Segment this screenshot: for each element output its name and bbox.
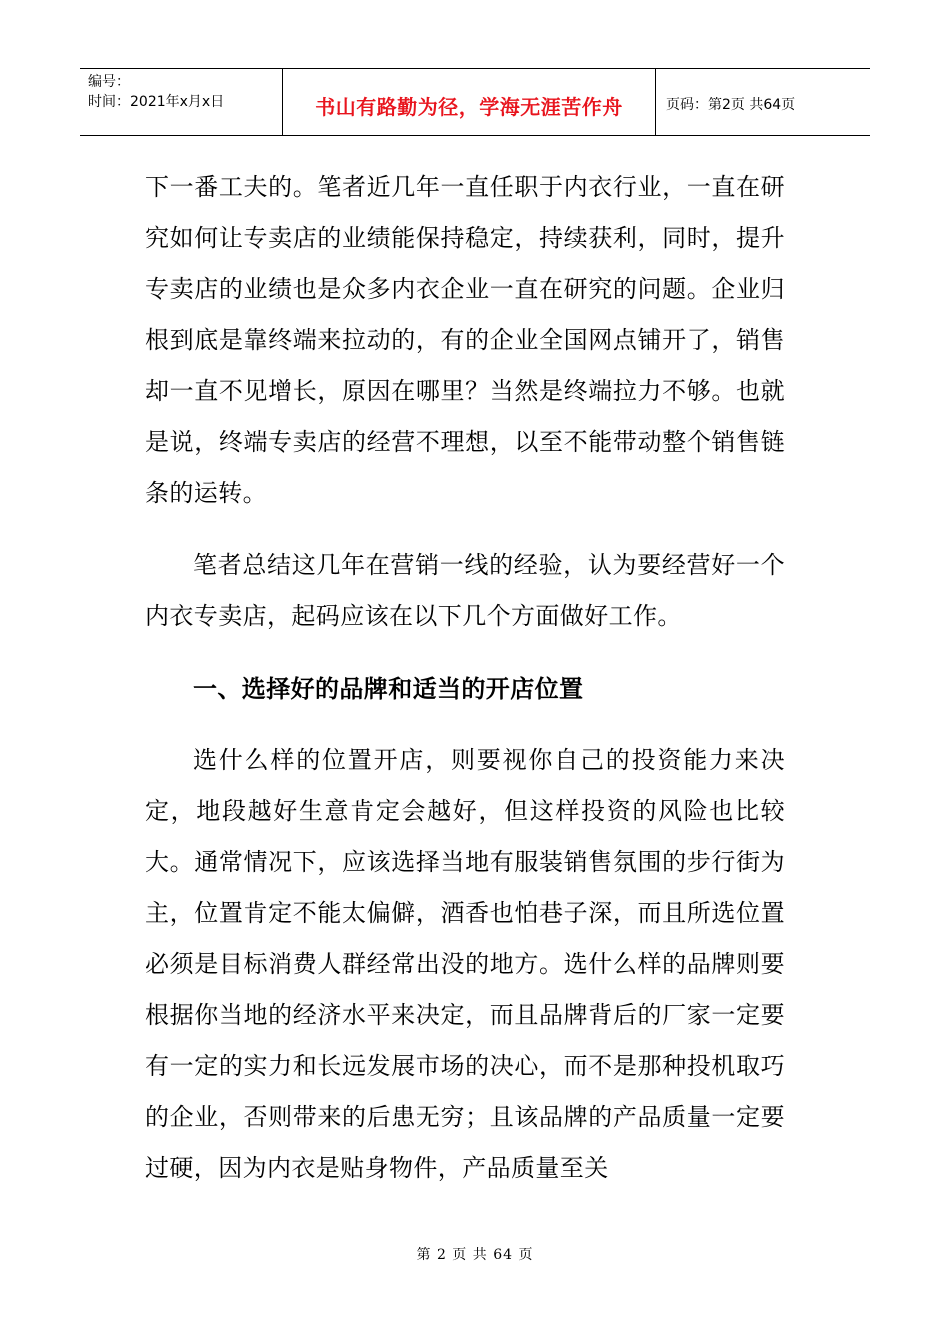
body-paragraph-2: 笔者总结这几年在营销一线的经验，认为要经营好一个内衣专卖店，起码应该在以下几个方面做好工作。 xyxy=(145,551,785,630)
body-paragraph-3: 选什么样的位置开店，则要视你自己的投资能力来决定，地段越好生意肯定会越好，但这样投资的风险也比较大。通常情况下，应该选择当地有服装销售氛围的步行街为主，位置肯定不能太偏僻，酒香也怕巷子深，而且所选位置必须是目标消费人群经常出没的地方。选什么样的品牌则要根据你当地的经济水平来决定，而且品牌背后的厂家一定要有一定的实力和长远发展市场的决心，而不是那种投机取巧的企业，否则带来的后患无穷；且该品牌的产品质量一定要过硬，因为内衣是贴身物件，产品质量至关 xyxy=(145,746,785,1182)
document-number-label: 编号： xyxy=(88,74,130,90)
section-heading: 一、选择好的品牌和适当的开店位置 xyxy=(193,674,584,703)
page-header xyxy=(80,68,870,136)
header-page-cell xyxy=(656,69,870,135)
header-meta-cell xyxy=(80,69,283,135)
header-page-info: 页码：第2页 共64页 xyxy=(666,97,796,113)
header-motto: 书山有路勤为径，学海无涯苦作舟 xyxy=(315,94,623,119)
header-motto-cell xyxy=(283,69,656,135)
page-footer: 第 2 页 共 64 页 xyxy=(416,1247,534,1263)
body-paragraph-1: 下一番工夫的。笔者近几年一直任职于内衣行业，一直在研究如何让专卖店的业绩能保持稳定，持续获利，同时，提升专卖店的业绩也是众多内衣企业一直在研究的问题。企业归根到底是靠终端来拉动的，有的企业全国网点铺开了，销售却一直不见增长，原因在哪里？当然是终端拉力不够。也就是说，终端专卖店的经营不理想，以至不能带动整个销售链条的运转。 xyxy=(145,173,785,507)
document-body xyxy=(145,162,785,1194)
document-date-label: 时间：2021年x月x日 xyxy=(88,94,225,110)
